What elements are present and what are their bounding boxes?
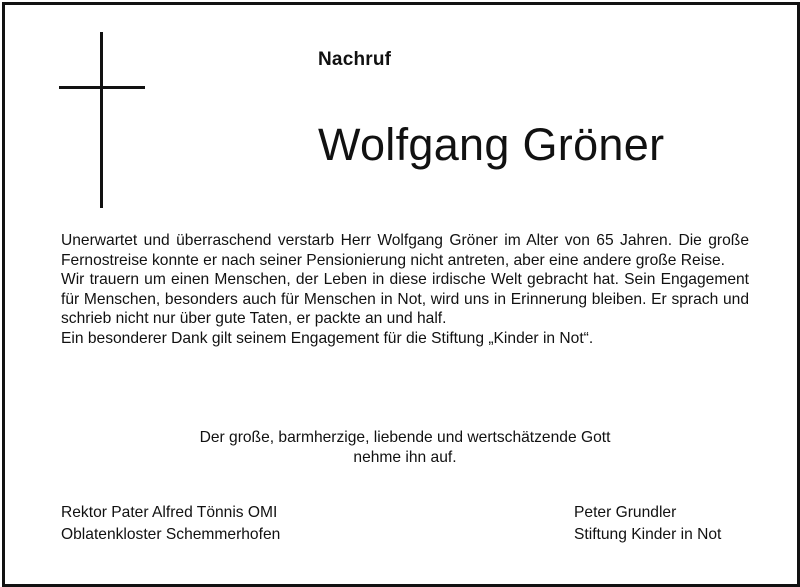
signature-right-name: Peter Grundler xyxy=(574,504,677,521)
signature-right xyxy=(574,502,721,546)
closing-line-2: nehme ihn auf. xyxy=(353,448,457,466)
body-paragraph-2: Wir trauern um einen Menschen, der Leben in diese irdische Welt gebracht hat. Sein Engagement für Menschen, besonders auch für Menschen in Not, wird uns in Erinnerung bleiben. Er sprach und schrieb nicht nur über gute Taten, er packte an und half. xyxy=(61,271,749,328)
obituary-heading: Nachruf xyxy=(318,49,392,70)
signature-left xyxy=(61,502,280,546)
signature-left-name: Rektor Pater Alfred Tönnis OMI xyxy=(61,504,278,521)
cross-vertical-bar xyxy=(100,32,103,208)
signature-left-org: Oblatenkloster Schemmerhofen xyxy=(61,526,281,543)
obituary-body xyxy=(61,231,749,349)
cross-horizontal-bar xyxy=(59,86,145,89)
obituary-frame xyxy=(2,2,800,587)
deceased-name: Wolfgang Gröner xyxy=(318,119,665,170)
body-paragraph-3: Ein besonderer Dank gilt seinem Engagement für die Stiftung „Kinder in Not“. xyxy=(61,329,594,347)
body-paragraph-1: Unerwartet und überraschend verstarb Herr Wolfgang Gröner im Alter von 65 Jahren. Die große Fernostreise konnte er nach seiner Pensionierung nicht antreten, aber eine andere große Reise. xyxy=(61,232,749,269)
signature-right-org: Stiftung Kinder in Not xyxy=(574,526,722,543)
closing-blessing xyxy=(61,428,749,467)
closing-line-1: Der große, barmherzige, liebende und wertschätzende Gott xyxy=(199,429,611,446)
